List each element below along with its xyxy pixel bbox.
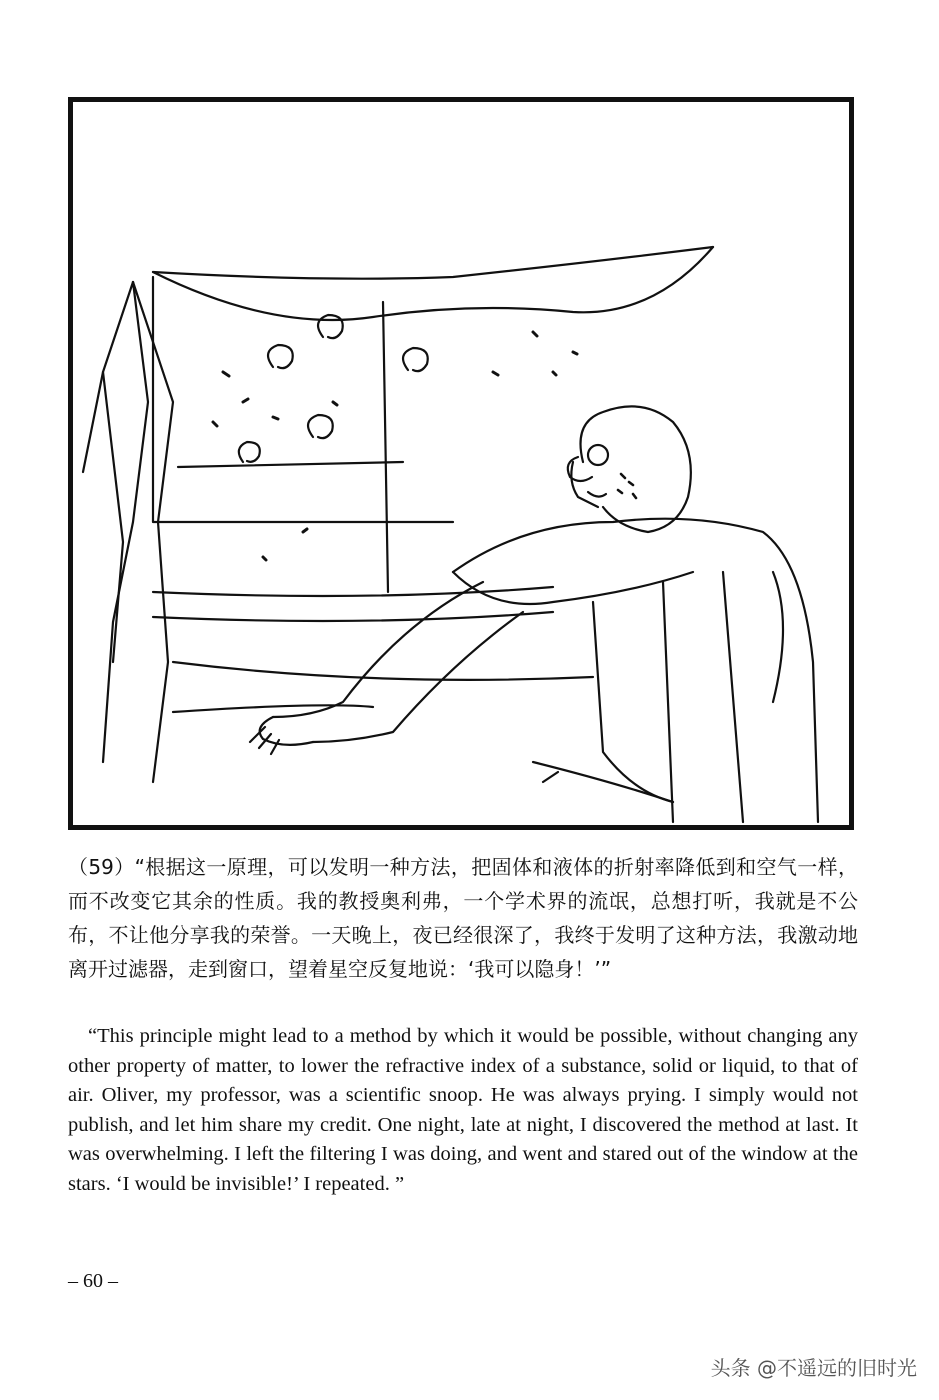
chinese-caption: （59）“根据这一原理，可以发明一种方法，把固体和液体的折射率降低到和空气一样，而不改变它其余的性质。我的教授奥利弗，一个学术界的流氓，总想打听，我就是不公布，不让他分享我的荣誉。一天晚上，夜已经很深了，我终于发明了这种方法，我激动地离开过滤器，走到窗口，望着星空反复地说：‘我可以隐身！’” <box>68 855 858 981</box>
man-at-window-drawing <box>73 102 849 825</box>
page-number: – 60 – <box>68 1270 118 1292</box>
comic-illustration <box>68 97 854 830</box>
watermark-text: 头条 @不遥远的旧时光 <box>710 1356 917 1380</box>
english-caption: “This principle might lead to a method by which it would be possible, without changing any other property of matter, to lower the refractive index of a substance, solid or liquid, to that of air. Oliver, my professor, was a scientific snoop. He was always prying. I simply would not publish, and let him share my credit. One night, late at night, I discovered the method at last. It was overwhelming. I left the filtering I was doing, and went and stared out of the window at the stars. ‘I would be invisible!’ I repeated. ” <box>68 1025 858 1195</box>
